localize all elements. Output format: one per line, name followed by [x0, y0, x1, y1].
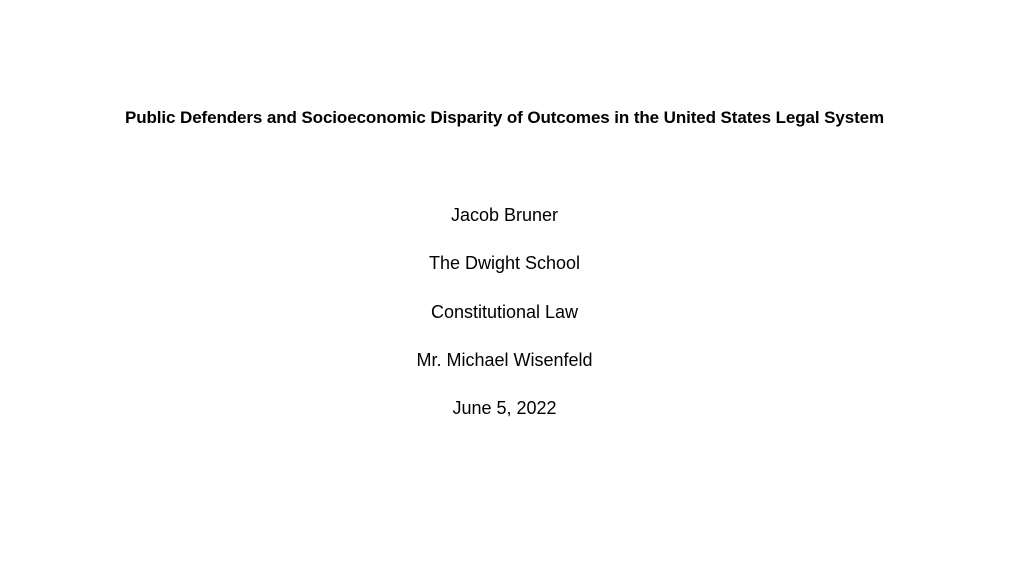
institution-name: The Dwight School [428, 253, 581, 274]
instructor-name: Mr. Michael Wisenfeld [416, 349, 593, 370]
paper-title: Public Defenders and Socioeconomic Disparity of Outcomes in the United States Legal System [124, 108, 884, 127]
course-name: Constitutional Law [430, 301, 579, 322]
title-page-details [0, 203, 1009, 444]
author-name: Jacob Bruner [450, 205, 559, 225]
submission-date: June 5, 2022 [452, 398, 557, 419]
